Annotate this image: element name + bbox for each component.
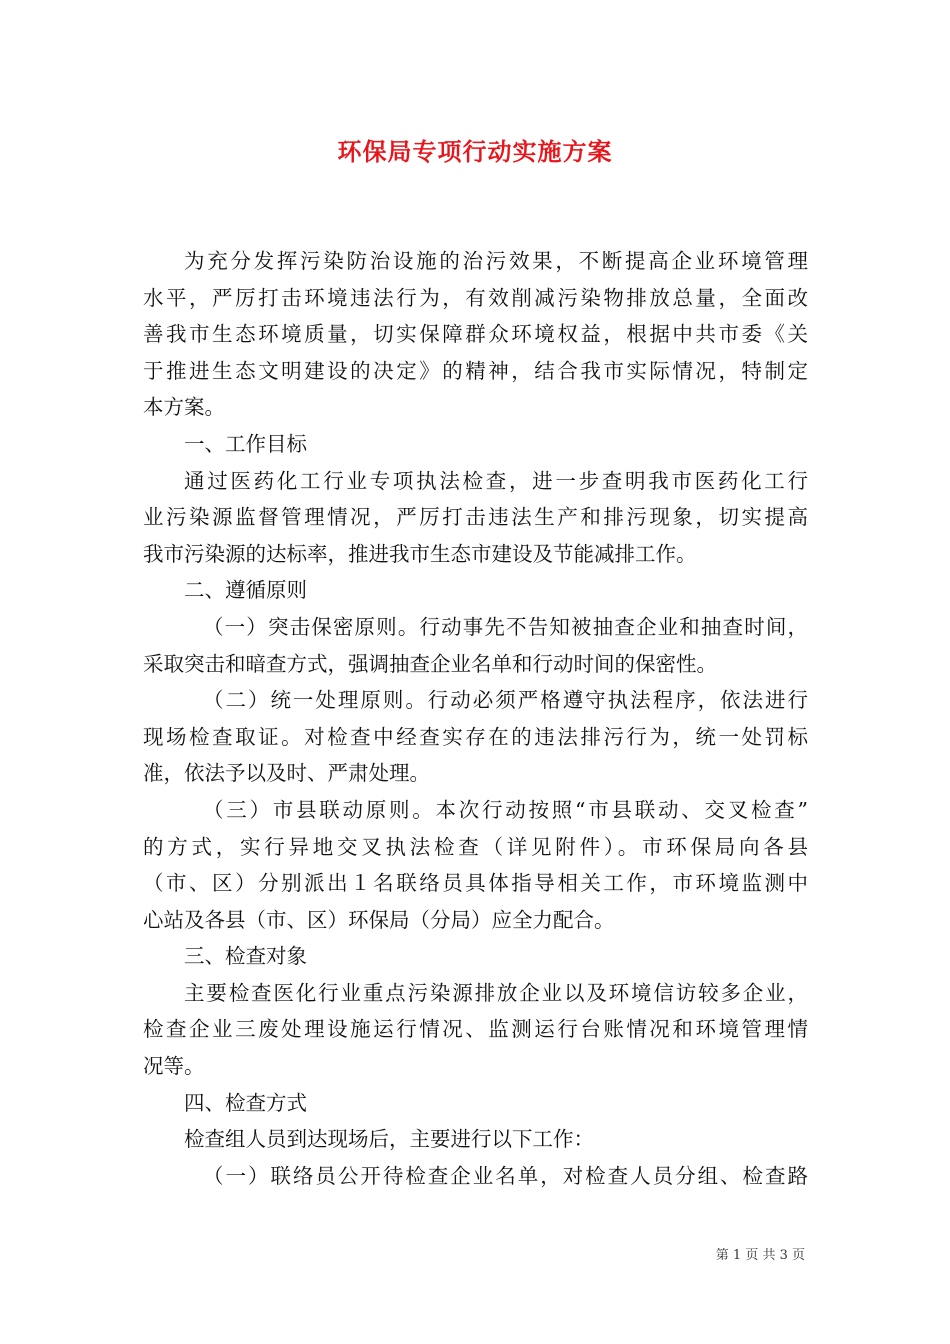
paragraph-line: 的方式，实行异地交叉执法检查（详见附件）。市环保局向各县 [143, 834, 808, 859]
paragraph-line: 本方案。 [143, 395, 225, 420]
paragraph-line: 于推进生态文明建设的决定》的精神，结合我市实际情况，特制定 [143, 358, 808, 383]
paragraph-line: 检查组人员到达现场后，主要进行以下工作： [184, 1127, 594, 1152]
paragraph-line: 水平，严厉打击环境违法行为，有效削减污染物排放总量，全面改 [143, 285, 808, 310]
section-heading: 二、遵循原则 [184, 578, 307, 603]
paragraph-line: 为充分发挥污染防治设施的治污效果，不断提高企业环境管理 [184, 249, 808, 273]
section-heading: 一、工作目标 [184, 431, 307, 456]
paragraph-line: 我市污染源的达标率，推进我市生态市建设及节能减排工作。 [143, 541, 697, 566]
page-title: 环保局专项行动实施方案 [337, 138, 613, 166]
paragraph-line: （二）统一处理原则。行动必须严格遵守执法程序，依法进行 [203, 688, 808, 713]
paragraph-line: 现场检查取证。对检查中经查实存在的违法排污行为，统一处罚标 [143, 724, 808, 749]
paragraph-line: 采取突击和暗查方式，强调抽查企业名单和行动时间的保密性。 [143, 651, 717, 676]
paragraph-line: 况等。 [143, 1054, 205, 1079]
paragraph-line: （市、区）分别派出１名联络员具体指导相关工作，市环境监测中 [143, 871, 808, 896]
section-heading: 三、检查对象 [184, 944, 307, 969]
paragraph-line: （三）市县联动原则。本次行动按照“市县联动、交叉检查” [203, 797, 808, 822]
page-number-footer: 第 1 页 共 3 页 [715, 1248, 805, 1263]
document-body [143, 243, 808, 1194]
paragraph-line: （一）突击保密原则。行动事先不告知被抽查企业和抽查时间， [203, 614, 808, 639]
paragraph-line: 业污染源监督管理情况，严厉打击违法生产和排污现象，切实提高 [143, 505, 808, 530]
paragraph-line: （一）联络员公开待检查企业名单，对检查人员分组、检查路 [203, 1163, 808, 1188]
paragraph-line: 准，依法予以及时、严肃处理。 [143, 761, 430, 786]
paragraph-line: 通过医药化工行业专项执法检查，进一步查明我市医药化工行 [184, 468, 808, 493]
section-heading: 四、检查方式 [184, 1090, 307, 1115]
paragraph-line: 心站及各县（市、区）环保局（分局）应全力配合。 [143, 907, 615, 932]
paragraph-line: 主要检查医化行业重点污染源排放企业以及环境信访较多企业， [184, 980, 808, 1005]
paragraph-line: 善我市生态环境质量，切实保障群众环境权益，根据中共市委《关 [143, 322, 808, 347]
paragraph-line: 检查企业三废处理设施运行情况、监测运行台账情况和环境管理情 [143, 1017, 808, 1042]
